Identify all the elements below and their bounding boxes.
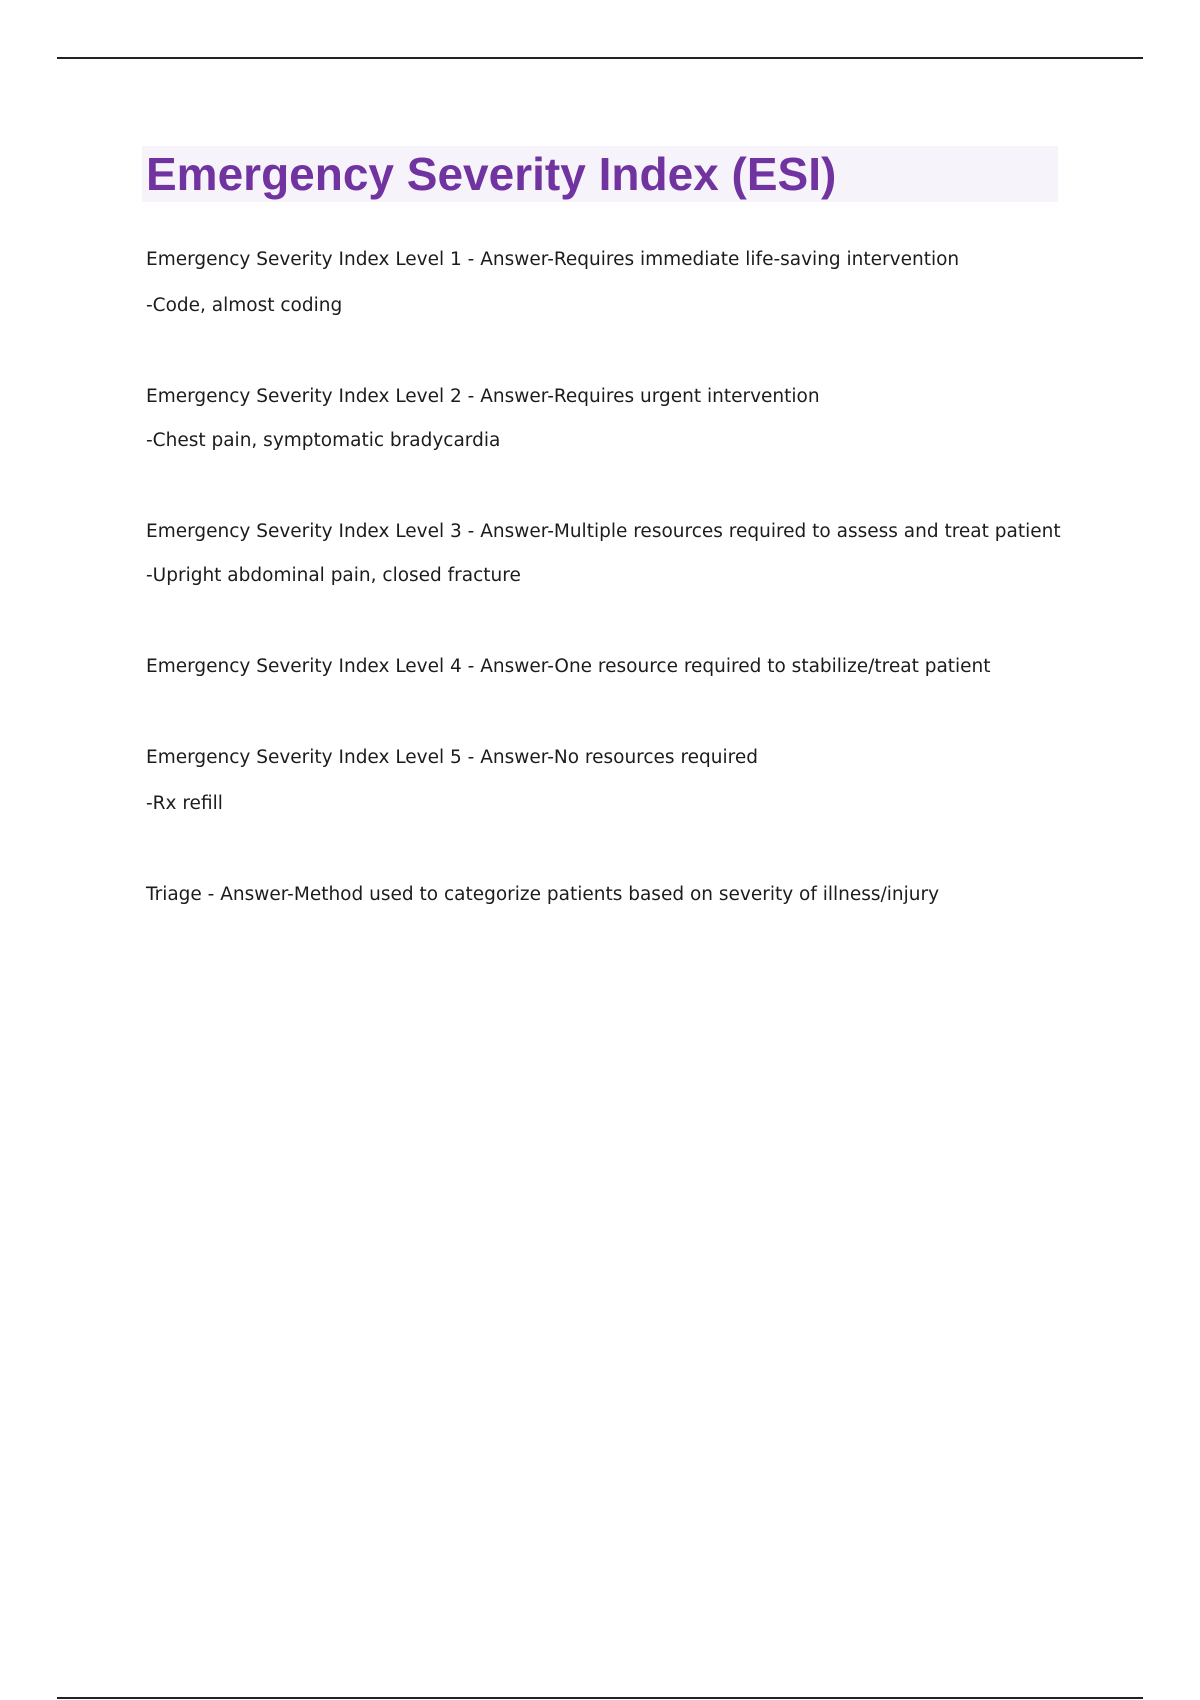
title-band [142,146,1058,202]
bottom-rule [57,1697,1143,1699]
entry-1-question: Emergency Severity Index Level 1 - Answer-Requires immediate life-saving intervention [146,249,960,270]
top-rule [57,57,1143,59]
page-title: Emergency Severity Index (ESI) [146,148,837,200]
entry-3-question: Emergency Severity Index Level 3 - Answer-Multiple resources required to assess and treat patient [146,521,1061,542]
entry-1-detail: -Code, almost coding [146,295,343,316]
entry-6-question: Triage - Answer-Method used to categorize patients based on severity of illness/injury [146,884,940,905]
entry-4-question: Emergency Severity Index Level 4 - Answer-One resource required to stabilize/treat patient [146,656,991,677]
entry-5-question: Emergency Severity Index Level 5 - Answer-No resources required [146,747,758,768]
entry-5-detail: -Rx refill [146,793,223,814]
entry-2-question: Emergency Severity Index Level 2 - Answer-Requires urgent intervention [146,386,820,407]
entry-2-detail: -Chest pain, symptomatic bradycardia [146,430,501,451]
entry-3-detail: -Upright abdominal pain, closed fracture [146,565,521,586]
